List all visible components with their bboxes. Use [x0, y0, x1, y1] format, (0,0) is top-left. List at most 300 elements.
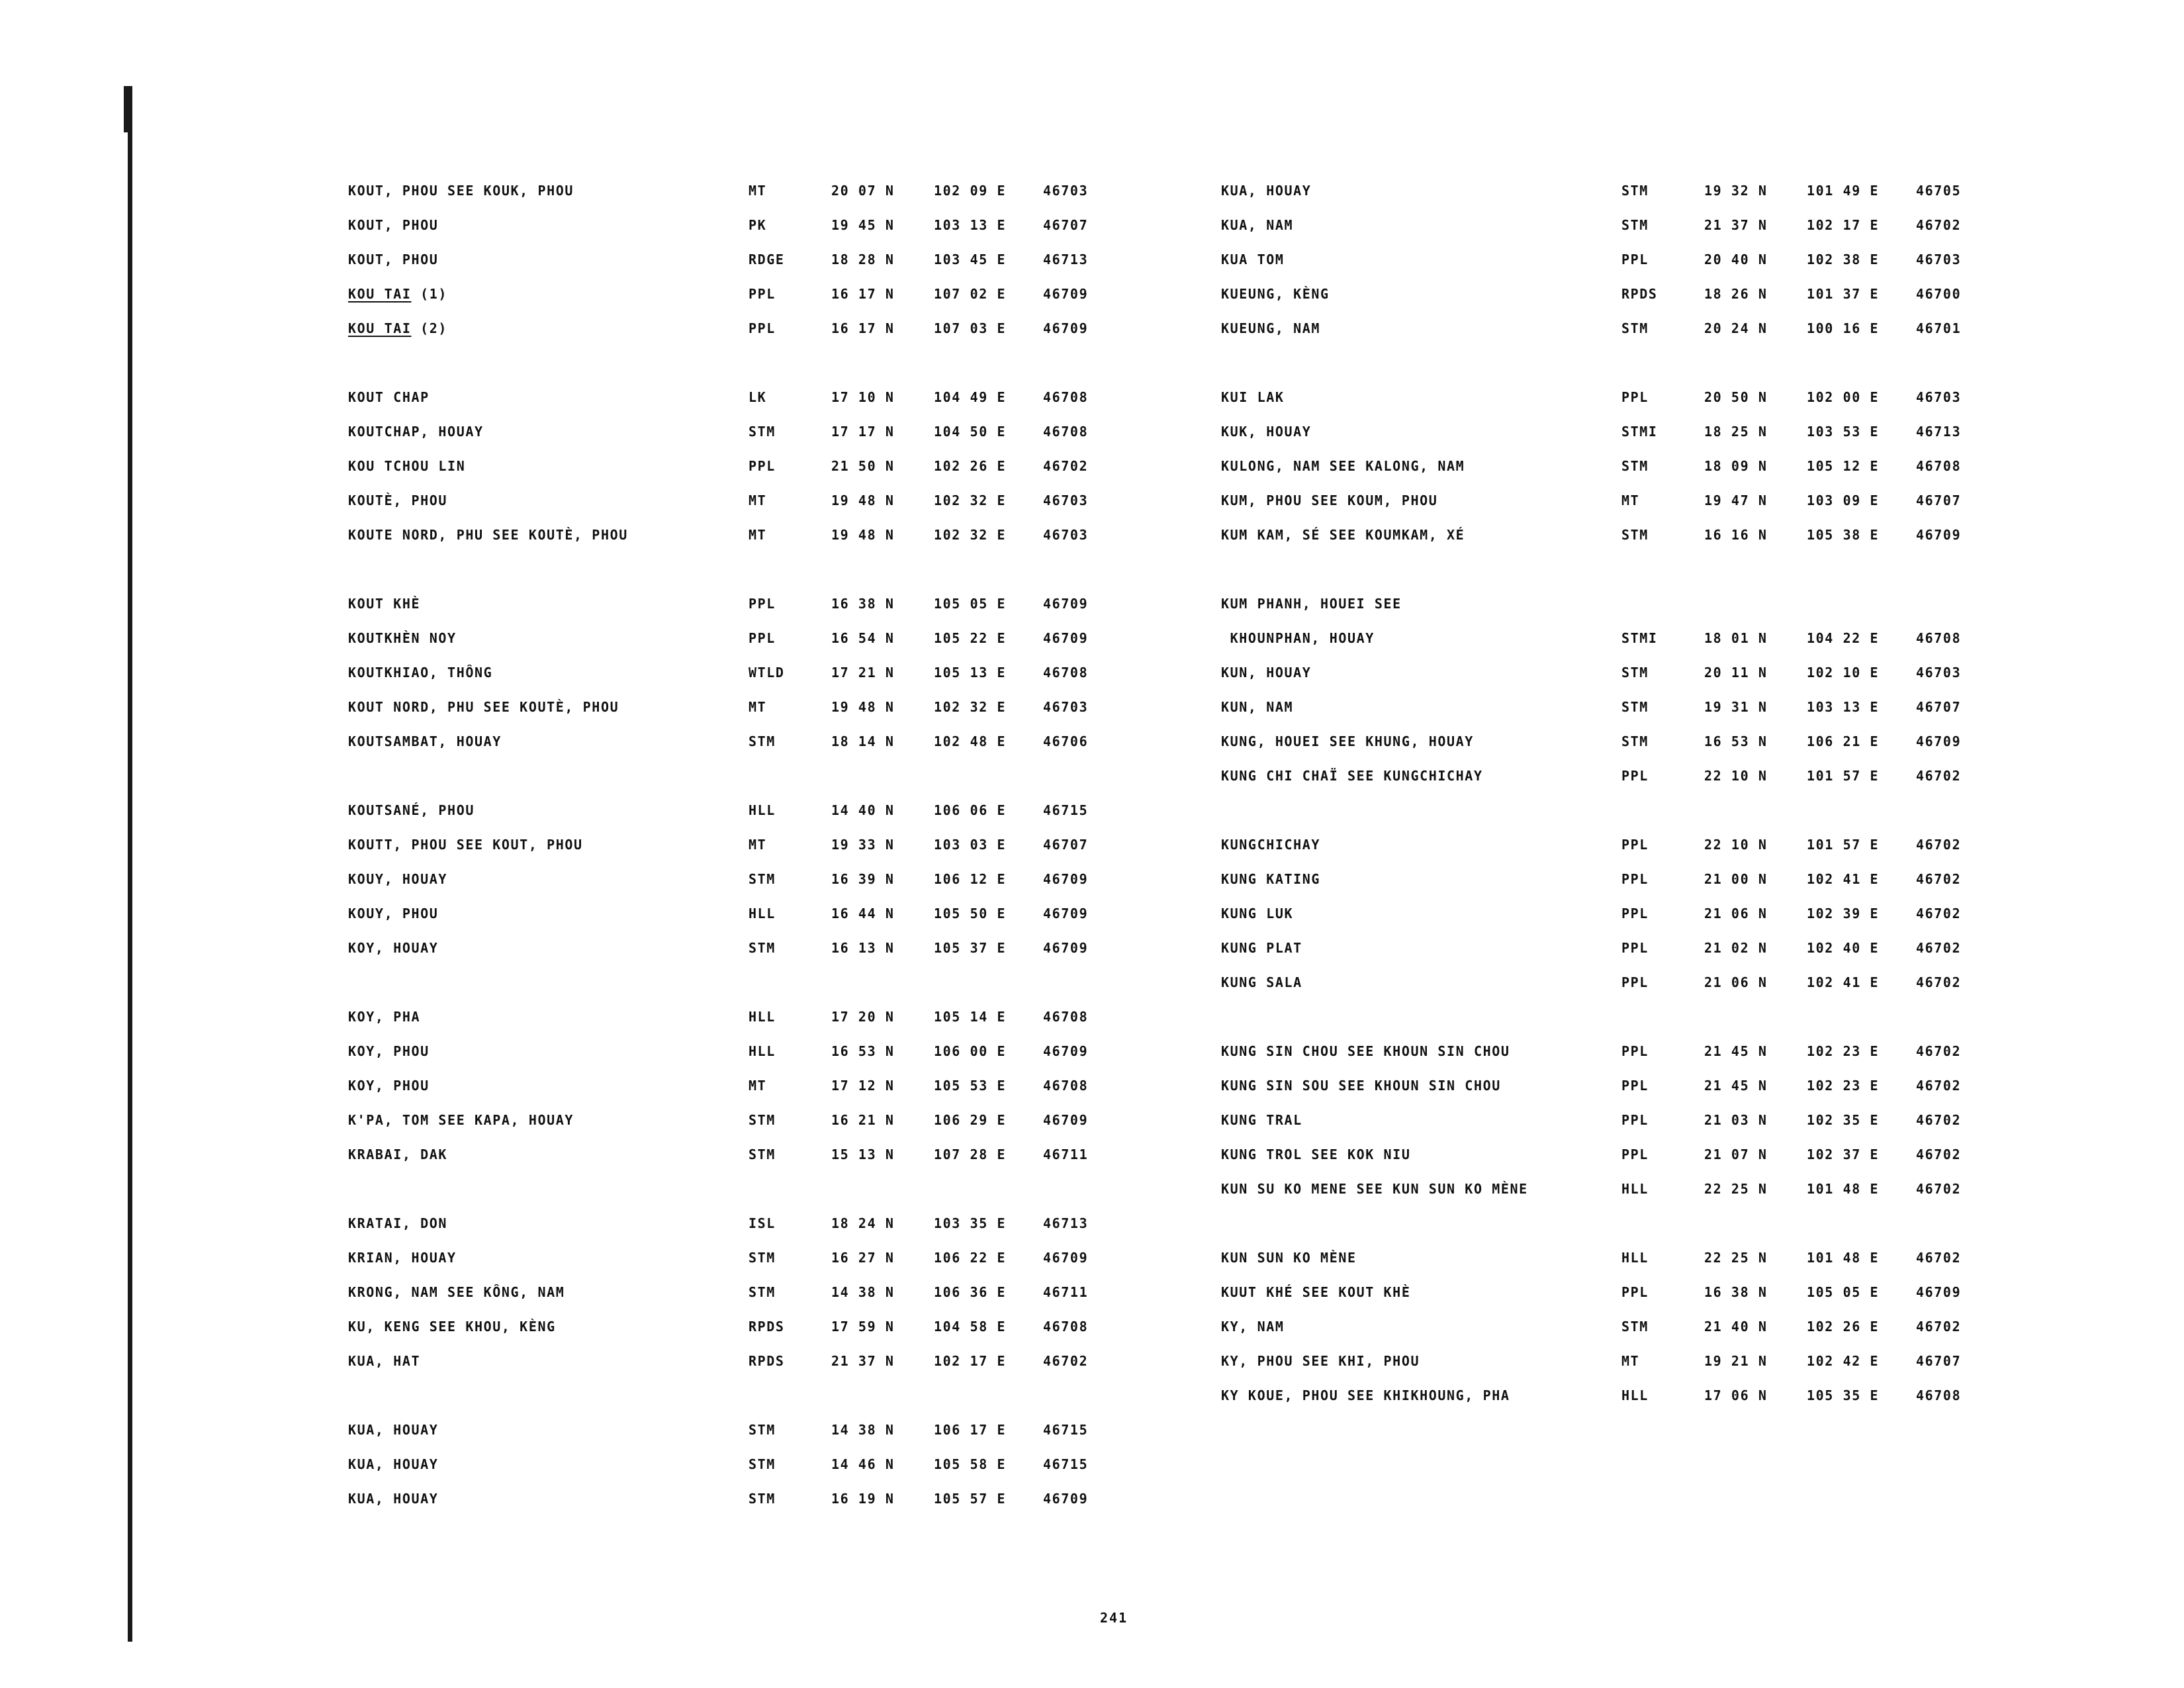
latitude: 20 11 N	[1704, 665, 1768, 680]
map-sheet-number: 46709	[1916, 733, 1962, 749]
feature-designation: STM	[1621, 665, 1649, 680]
entry-row	[1221, 277, 1982, 311]
latitude: 14 46 N	[831, 1456, 895, 1472]
entry-group	[348, 1000, 1109, 1172]
place-name: KUA, NAM	[1221, 217, 1294, 233]
place-name: K'PA, TOM SEE KAPA, HOUAY	[348, 1112, 574, 1128]
latitude: 18 24 N	[831, 1215, 895, 1231]
feature-designation: STM	[1621, 458, 1649, 474]
place-name: KOUT CHAP	[348, 389, 430, 405]
place-name: KOUTE NORD, PHU SEE KOUTÈ, PHOU	[348, 527, 628, 543]
place-name: KUI LAK	[1221, 389, 1285, 405]
feature-designation: HLL	[749, 802, 776, 818]
latitude: 19 47 N	[1704, 492, 1768, 508]
entry-row	[1221, 621, 1982, 655]
place-name: KY, NAM	[1221, 1319, 1285, 1335]
map-sheet-number: 46702	[1916, 768, 1962, 784]
map-sheet-number: 46702	[1916, 1147, 1962, 1162]
feature-designation: PPL	[749, 596, 776, 612]
feature-designation: PPL	[1621, 252, 1649, 267]
map-sheet-number: 46709	[1043, 630, 1089, 646]
entry-row	[348, 793, 1109, 827]
entry-row	[1221, 931, 1982, 965]
place-name: KUM, PHOU SEE KOUM, PHOU	[1221, 492, 1438, 508]
map-sheet-number: 46709	[1043, 320, 1089, 336]
map-sheet-number: 46707	[1043, 837, 1089, 853]
longitude: 105 05 E	[1807, 1284, 1880, 1300]
entry-row	[1221, 965, 1982, 1000]
map-sheet-number: 46709	[1043, 1250, 1089, 1266]
latitude: 20 24 N	[1704, 320, 1768, 336]
map-sheet-number: 46708	[1916, 458, 1962, 474]
latitude: 17 59 N	[831, 1319, 895, 1335]
latitude: 19 21 N	[1704, 1353, 1768, 1369]
map-sheet-number: 46703	[1916, 389, 1962, 405]
place-name: KUNG SIN SOU SEE KHOUN SIN CHOU	[1221, 1078, 1501, 1094]
longitude: 102 35 E	[1807, 1112, 1880, 1128]
feature-designation: RDGE	[749, 252, 785, 267]
place-name: KUEUNG, KÈNG	[1221, 286, 1330, 302]
feature-designation: PPL	[1621, 1147, 1649, 1162]
place-name: KOUTSANÉ, PHOU	[348, 802, 475, 818]
latitude: 21 45 N	[1704, 1078, 1768, 1094]
place-name-suffix: (2)	[411, 320, 448, 336]
latitude: 21 50 N	[831, 458, 895, 474]
map-sheet-number: 46702	[1916, 837, 1962, 853]
latitude: 22 10 N	[1704, 768, 1768, 784]
latitude: 18 26 N	[1704, 286, 1768, 302]
longitude: 106 36 E	[934, 1284, 1007, 1300]
entry-row	[348, 277, 1109, 311]
latitude: 22 25 N	[1704, 1181, 1768, 1197]
longitude: 105 05 E	[934, 596, 1007, 612]
longitude: 103 13 E	[934, 217, 1007, 233]
latitude: 16 17 N	[831, 286, 895, 302]
longitude: 106 06 E	[934, 802, 1007, 818]
entry-row	[348, 1241, 1109, 1275]
place-name: KUN, HOUAY	[1221, 665, 1312, 680]
entry-group	[348, 380, 1109, 552]
entry-row	[1221, 655, 1982, 690]
entry-row	[1221, 208, 1982, 242]
latitude: 16 17 N	[831, 320, 895, 336]
entry-row	[1221, 380, 1982, 414]
longitude: 106 22 E	[934, 1250, 1007, 1266]
feature-designation: RPDS	[749, 1353, 785, 1369]
longitude: 105 14 E	[934, 1009, 1007, 1025]
entry-row	[348, 518, 1109, 552]
map-sheet-number: 46705	[1916, 183, 1962, 199]
longitude: 103 53 E	[1807, 424, 1880, 440]
latitude: 19 48 N	[831, 527, 895, 543]
latitude: 19 33 N	[831, 837, 895, 853]
entry-row	[1221, 311, 1982, 346]
place-name: KUN, NAM	[1221, 699, 1294, 715]
place-name: KOY, HOUAY	[348, 940, 439, 956]
feature-designation: MT	[749, 1078, 767, 1094]
map-sheet-number: 46715	[1043, 1422, 1089, 1438]
entry-row	[348, 1275, 1109, 1309]
feature-designation: LK	[749, 389, 767, 405]
map-sheet-number: 46703	[1043, 527, 1089, 543]
feature-designation: HLL	[1621, 1181, 1649, 1197]
map-sheet-number: 46708	[1043, 1319, 1089, 1335]
latitude: 14 38 N	[831, 1422, 895, 1438]
latitude: 22 25 N	[1704, 1250, 1768, 1266]
entry-row	[348, 655, 1109, 690]
map-sheet-number: 46706	[1043, 733, 1089, 749]
feature-designation: WTLD	[749, 665, 785, 680]
longitude: 103 45 E	[934, 252, 1007, 267]
map-sheet-number: 46709	[1043, 1112, 1089, 1128]
longitude: 104 58 E	[934, 1319, 1007, 1335]
place-name: KOUTSAMBAT, HOUAY	[348, 733, 502, 749]
longitude: 103 35 E	[934, 1215, 1007, 1231]
latitude: 21 40 N	[1704, 1319, 1768, 1335]
latitude: 20 50 N	[1704, 389, 1768, 405]
map-sheet-number: 46707	[1043, 217, 1089, 233]
place-name: KUA, HOUAY	[348, 1422, 439, 1438]
map-sheet-number: 46707	[1916, 492, 1962, 508]
entry-row	[348, 690, 1109, 724]
longitude: 101 57 E	[1807, 768, 1880, 784]
longitude: 105 37 E	[934, 940, 1007, 956]
entry-row	[348, 414, 1109, 449]
entry-row	[348, 827, 1109, 862]
map-sheet-number: 46709	[1043, 596, 1089, 612]
entry-row	[1221, 242, 1982, 277]
place-name: KUA, HAT	[348, 1353, 421, 1369]
place-name: KUNG PLAT	[1221, 940, 1302, 956]
latitude: 18 28 N	[831, 252, 895, 267]
feature-designation: STM	[749, 940, 776, 956]
latitude: 21 45 N	[1704, 1043, 1768, 1059]
longitude: 106 21 E	[1807, 733, 1880, 749]
latitude: 21 02 N	[1704, 940, 1768, 956]
entry-group	[1221, 1241, 1982, 1413]
latitude: 16 38 N	[831, 596, 895, 612]
map-sheet-number: 46709	[1916, 1284, 1962, 1300]
longitude: 102 37 E	[1807, 1147, 1880, 1162]
feature-designation: STM	[749, 424, 776, 440]
place-name: KOUTKHIAO, THÔNG	[348, 665, 493, 680]
entry-group	[348, 586, 1109, 759]
latitude: 18 01 N	[1704, 630, 1768, 646]
latitude: 21 07 N	[1704, 1147, 1768, 1162]
place-name-suffix: (1)	[411, 286, 448, 302]
map-sheet-number: 46709	[1043, 1043, 1089, 1059]
longitude: 102 40 E	[1807, 940, 1880, 956]
latitude: 16 13 N	[831, 940, 895, 956]
place-name: KUM PHANH, HOUEI SEE	[1221, 596, 1402, 612]
longitude: 107 02 E	[934, 286, 1007, 302]
entry-row	[348, 311, 1109, 346]
entry-row	[348, 1481, 1109, 1516]
longitude: 105 57 E	[934, 1491, 1007, 1507]
latitude: 21 37 N	[831, 1353, 895, 1369]
map-sheet-number: 46702	[1916, 940, 1962, 956]
map-sheet-number: 46702	[1916, 217, 1962, 233]
longitude: 102 41 E	[1807, 974, 1880, 990]
entry-row	[348, 1103, 1109, 1137]
feature-designation: MT	[749, 527, 767, 543]
entry-group	[1221, 586, 1982, 793]
latitude: 15 13 N	[831, 1147, 895, 1162]
place-name: KOUTÈ, PHOU	[348, 492, 448, 508]
place-name: KOUT, PHOU	[348, 252, 439, 267]
entry-row	[1221, 1137, 1982, 1172]
binding-edge	[128, 86, 132, 1642]
longitude: 105 12 E	[1807, 458, 1880, 474]
feature-designation: HLL	[1621, 1387, 1649, 1403]
place-name: KOUT, PHOU SEE KOUK, PHOU	[348, 183, 574, 199]
feature-designation: STM	[749, 1250, 776, 1266]
longitude: 102 32 E	[934, 699, 1007, 715]
longitude: 102 41 E	[1807, 871, 1880, 887]
entry-row	[348, 208, 1109, 242]
latitude: 18 09 N	[1704, 458, 1768, 474]
entry-group	[1221, 173, 1982, 346]
feature-designation: STM	[749, 871, 776, 887]
feature-designation: STM	[749, 1422, 776, 1438]
place-name: KUK, HOUAY	[1221, 424, 1312, 440]
place-name: KUNG SIN CHOU SEE KHOUN SIN CHOU	[1221, 1043, 1510, 1059]
map-sheet-number: 46709	[1043, 871, 1089, 887]
map-sheet-number: 46702	[1916, 1250, 1962, 1266]
map-sheet-number: 46702	[1916, 1319, 1962, 1335]
longitude: 104 50 E	[934, 424, 1007, 440]
longitude: 102 23 E	[1807, 1043, 1880, 1059]
place-name: KOUTCHAP, HOUAY	[348, 424, 484, 440]
entry-row	[348, 242, 1109, 277]
entry-row	[348, 862, 1109, 896]
latitude: 17 17 N	[831, 424, 895, 440]
latitude: 20 40 N	[1704, 252, 1768, 267]
latitude: 21 00 N	[1704, 871, 1768, 887]
latitude: 16 16 N	[1704, 527, 1768, 543]
place-name: KUM KAM, SÉ SEE KOUMKAM, XÉ	[1221, 527, 1465, 543]
latitude: 19 48 N	[831, 699, 895, 715]
entry-row	[1221, 1103, 1982, 1137]
map-sheet-number: 46709	[1043, 940, 1089, 956]
feature-designation: STM	[1621, 699, 1649, 715]
longitude: 101 49 E	[1807, 183, 1880, 199]
place-name: KUNG TROL SEE KOK NIU	[1221, 1147, 1411, 1162]
map-sheet-number: 46708	[1916, 1387, 1962, 1403]
place-name: KRONG, NAM SEE KÔNG, NAM	[348, 1284, 565, 1300]
map-sheet-number: 46701	[1916, 320, 1962, 336]
latitude: 14 40 N	[831, 802, 895, 818]
latitude: 16 54 N	[831, 630, 895, 646]
feature-designation: PPL	[1621, 1284, 1649, 1300]
longitude: 107 28 E	[934, 1147, 1007, 1162]
longitude: 104 49 E	[934, 389, 1007, 405]
entry-row	[348, 1447, 1109, 1481]
longitude: 103 03 E	[934, 837, 1007, 853]
entry-row	[348, 724, 1109, 759]
feature-designation: PPL	[749, 320, 776, 336]
map-sheet-number: 46702	[1916, 974, 1962, 990]
feature-designation: PPL	[1621, 768, 1649, 784]
longitude: 105 35 E	[1807, 1387, 1880, 1403]
place-name: KUA, HOUAY	[348, 1491, 439, 1507]
latitude: 19 45 N	[831, 217, 895, 233]
entry-row	[348, 1309, 1109, 1344]
map-sheet-number: 46707	[1916, 699, 1962, 715]
entry-group	[348, 173, 1109, 346]
place-name: KUA, HOUAY	[348, 1456, 439, 1472]
latitude: 16 39 N	[831, 871, 895, 887]
map-sheet-number: 46708	[1916, 630, 1962, 646]
place-name: KOY, PHOU	[348, 1043, 430, 1059]
entry-row	[348, 931, 1109, 965]
feature-designation: MT	[749, 837, 767, 853]
feature-designation: PPL	[749, 458, 776, 474]
map-sheet-number: 46708	[1043, 1009, 1089, 1025]
feature-designation: STM	[1621, 1319, 1649, 1335]
entry-row	[1221, 1172, 1982, 1206]
place-name: KOUY, PHOU	[348, 906, 439, 921]
longitude: 100 16 E	[1807, 320, 1880, 336]
longitude: 102 26 E	[934, 458, 1007, 474]
longitude: 106 29 E	[934, 1112, 1007, 1128]
entry-row	[1221, 1068, 1982, 1103]
longitude: 102 00 E	[1807, 389, 1880, 405]
place-name: KOY, PHA	[348, 1009, 421, 1025]
longitude: 102 23 E	[1807, 1078, 1880, 1094]
longitude: 102 32 E	[934, 492, 1007, 508]
latitude: 16 19 N	[831, 1491, 895, 1507]
latitude: 21 06 N	[1704, 906, 1768, 921]
feature-designation: PPL	[1621, 974, 1649, 990]
latitude: 16 53 N	[831, 1043, 895, 1059]
entry-row	[1221, 173, 1982, 208]
feature-designation: RPDS	[749, 1319, 785, 1335]
place-name: KRABAI, DAK	[348, 1147, 448, 1162]
place-name: KOUT, PHOU	[348, 217, 439, 233]
entry-row	[1221, 1378, 1982, 1413]
entry-row	[348, 483, 1109, 518]
entry-row	[348, 586, 1109, 621]
longitude: 106 00 E	[934, 1043, 1007, 1059]
gazetteer-column-left	[348, 173, 1109, 1550]
map-sheet-number: 46702	[1916, 1043, 1962, 1059]
feature-designation: STM	[749, 1491, 776, 1507]
place-name: KUNGCHICHAY	[1221, 837, 1321, 853]
longitude: 105 50 E	[934, 906, 1007, 921]
longitude: 102 10 E	[1807, 665, 1880, 680]
longitude: 101 37 E	[1807, 286, 1880, 302]
longitude: 105 38 E	[1807, 527, 1880, 543]
place-name	[348, 277, 749, 311]
feature-designation: MT	[749, 183, 767, 199]
feature-designation: MT	[749, 699, 767, 715]
place-name: KY, PHOU SEE KHI, PHOU	[1221, 1353, 1420, 1369]
feature-designation: HLL	[749, 1009, 776, 1025]
entry-row	[1221, 827, 1982, 862]
map-sheet-number: 46709	[1043, 906, 1089, 921]
place-name: KULONG, NAM SEE KALONG, NAM	[1221, 458, 1465, 474]
place-name: KUNG SALA	[1221, 974, 1302, 990]
feature-designation: STM	[749, 1456, 776, 1472]
longitude: 105 22 E	[934, 630, 1007, 646]
entry-row	[348, 449, 1109, 483]
feature-designation: HLL	[749, 906, 776, 921]
feature-designation: STM	[749, 1112, 776, 1128]
longitude: 104 22 E	[1807, 630, 1880, 646]
place-name: KOU TCHOU LIN	[348, 458, 466, 474]
longitude: 105 13 E	[934, 665, 1007, 680]
place-name: KUNG TRAL	[1221, 1112, 1302, 1128]
place-name-underlined: KOU TAI	[348, 286, 412, 302]
place-name: KUA TOM	[1221, 252, 1285, 267]
latitude: 21 37 N	[1704, 217, 1768, 233]
map-sheet-number: 46702	[1916, 871, 1962, 887]
entry-row	[1221, 518, 1982, 552]
longitude: 102 17 E	[934, 1353, 1007, 1369]
place-name: KOUT KHÈ	[348, 596, 421, 612]
feature-designation: MT	[749, 492, 767, 508]
place-name: KHOUNPHAN, HOUAY	[1221, 630, 1375, 646]
feature-designation: STMI	[1621, 630, 1658, 646]
place-name: KOUTT, PHOU SEE KOUT, PHOU	[348, 837, 583, 853]
entry-row	[1221, 862, 1982, 896]
feature-designation: HLL	[1621, 1250, 1649, 1266]
entry-row	[348, 380, 1109, 414]
place-name: KRATAI, DON	[348, 1215, 448, 1231]
feature-designation: PPL	[749, 630, 776, 646]
latitude: 19 31 N	[1704, 699, 1768, 715]
entry-row	[348, 1413, 1109, 1447]
map-sheet-number: 46703	[1043, 492, 1089, 508]
longitude: 103 09 E	[1807, 492, 1880, 508]
place-name: KUN SU KO MENE SEE KUN SUN KO MÈNE	[1221, 1181, 1528, 1197]
place-name: KOUTKHÈN NOY	[348, 630, 457, 646]
longitude: 107 03 E	[934, 320, 1007, 336]
place-name: KRIAN, HOUAY	[348, 1250, 457, 1266]
entry-row	[348, 1034, 1109, 1068]
entry-row	[348, 1137, 1109, 1172]
page-number: 241	[1100, 1610, 1128, 1626]
place-name: KOUT NORD, PHU SEE KOUTÈ, PHOU	[348, 699, 619, 715]
latitude: 17 10 N	[831, 389, 895, 405]
longitude: 105 53 E	[934, 1078, 1007, 1094]
map-sheet-number: 46707	[1916, 1353, 1962, 1369]
feature-designation: PPL	[1621, 837, 1649, 853]
map-sheet-number: 46702	[1916, 1078, 1962, 1094]
map-sheet-number: 46711	[1043, 1147, 1089, 1162]
feature-designation: STM	[1621, 733, 1649, 749]
map-sheet-number: 46702	[1916, 1112, 1962, 1128]
map-sheet-number: 46708	[1043, 389, 1089, 405]
feature-designation: PPL	[1621, 871, 1649, 887]
latitude: 19 48 N	[831, 492, 895, 508]
feature-designation: ISL	[749, 1215, 776, 1231]
latitude: 17 21 N	[831, 665, 895, 680]
map-sheet-number: 46702	[1043, 1353, 1089, 1369]
map-sheet-number: 46700	[1916, 286, 1962, 302]
feature-designation: PPL	[1621, 940, 1649, 956]
gazetteer-column-right	[1221, 173, 1982, 1447]
place-name: KUN SUN KO MÈNE	[1221, 1250, 1357, 1266]
map-sheet-number: 46715	[1043, 802, 1089, 818]
feature-designation: PK	[749, 217, 767, 233]
place-name: KUUT KHÉ SEE KOUT KHÈ	[1221, 1284, 1411, 1300]
entry-row	[1221, 1241, 1982, 1275]
latitude: 17 20 N	[831, 1009, 895, 1025]
feature-designation: STM	[749, 1284, 776, 1300]
map-sheet-number: 46711	[1043, 1284, 1089, 1300]
